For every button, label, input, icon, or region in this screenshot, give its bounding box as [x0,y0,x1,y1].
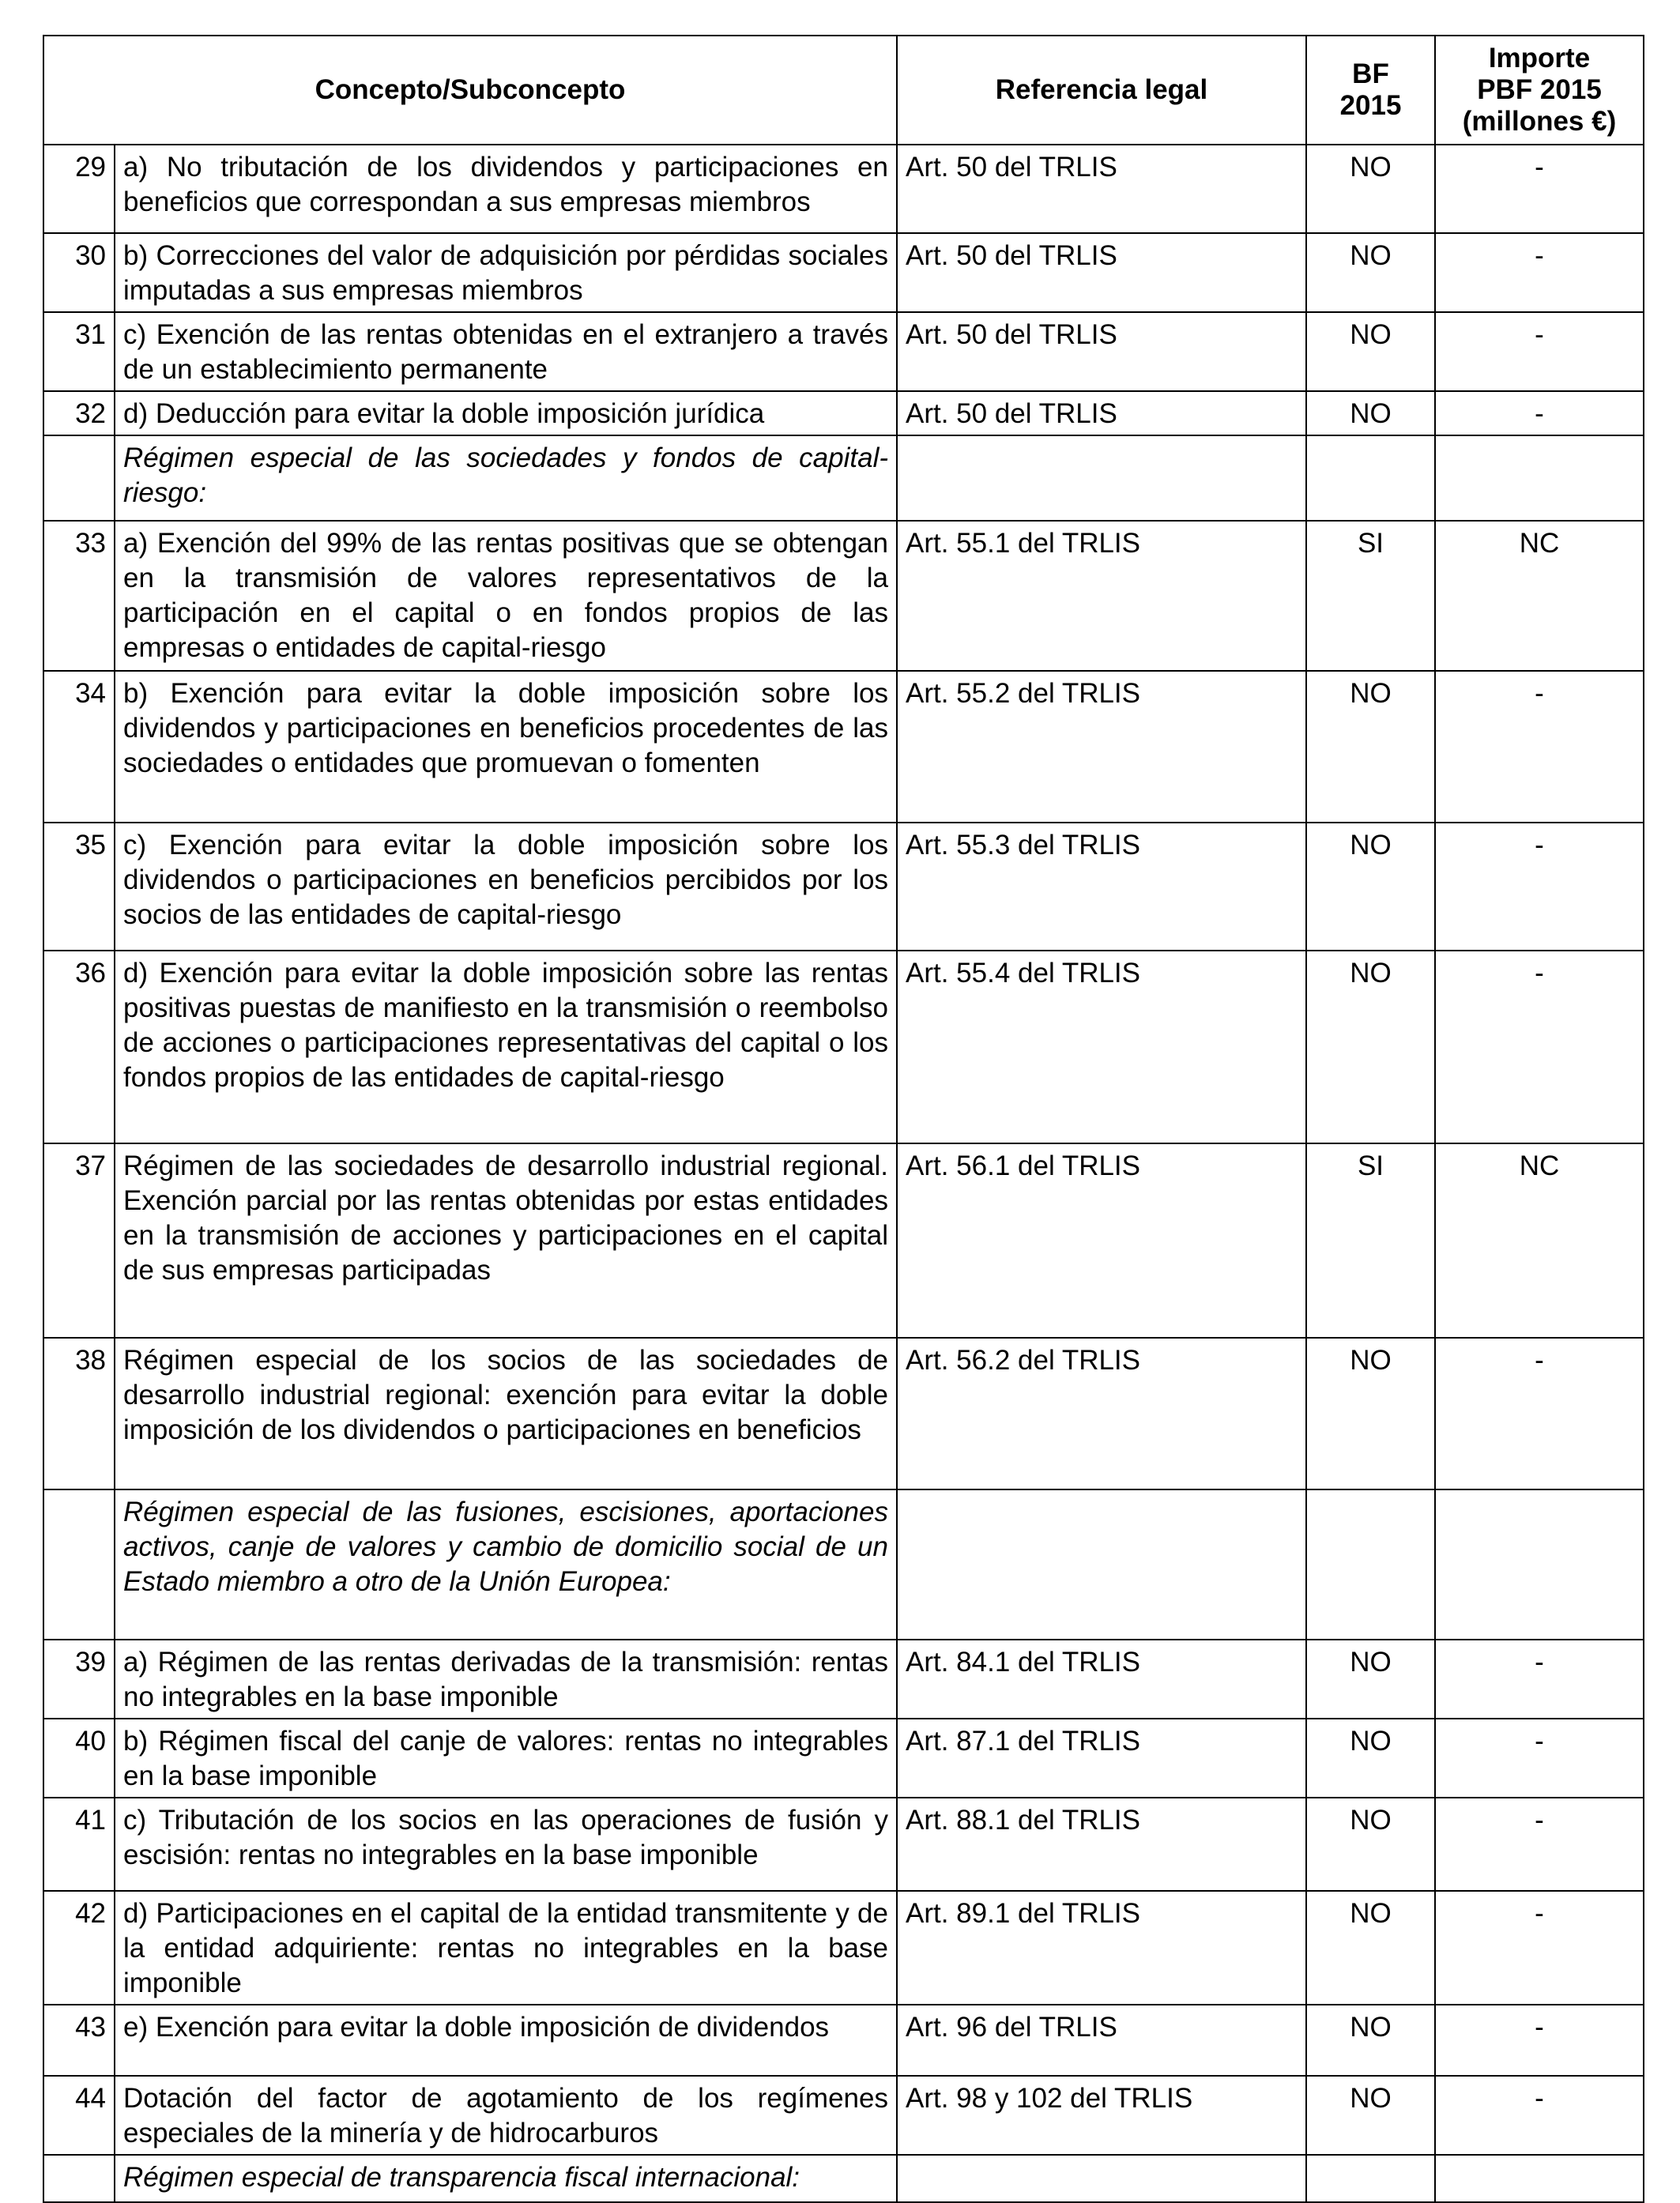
table-row [43,521,1644,671]
row-bf-2015: NO [1306,312,1435,391]
header-importe-line2: PBF 2015 [1477,74,1602,105]
row-importe-pbf-2015: - [1435,145,1644,233]
row-importe-pbf-2015: - [1435,951,1644,1143]
row-number: 40 [43,1719,115,1798]
row-bf-2015: NO [1306,2005,1435,2076]
row-legal-reference: Art. 88.1 del TRLIS [897,1798,1306,1891]
row-importe-pbf-2015: - [1435,2005,1644,2076]
header-bf [1306,36,1435,145]
row-concept: a) Régimen de las rentas derivadas de la transmisión: rentas no integrables en la base imponible [115,1640,897,1719]
row-legal-reference: Art. 50 del TRLIS [897,233,1306,312]
row-concept: Régimen especial de los socios de las sociedades de desarrollo industrial regional: exención para evitar la doble imposición de los dividendos o participaciones en beneficios [115,1338,897,1489]
table-row [43,671,1644,823]
section-heading-row [43,2155,1644,2202]
table-row [43,1891,1644,2005]
row-number [43,2155,115,2202]
row-importe-pbf-2015: - [1435,1798,1644,1891]
row-importe-pbf-2015: NC [1435,521,1644,671]
row-bf-2015: NO [1306,1719,1435,1798]
row-concept: c) Exención de las rentas obtenidas en el extranjero a través de un establecimiento permanente [115,312,897,391]
row-concept: a) Exención del 99% de las rentas positivas que se obtengan en la transmisión de valores representativos de la participación en el capital o en fondos propios de las empresas o entidades de capital-riesgo [115,521,897,671]
row-concept: Régimen especial de transparencia fiscal internacional: [115,2155,897,2202]
row-concept: b) Exención para evitar la doble imposición sobre los dividendos y participaciones en beneficios procedentes de las sociedades o entidades que promuevan o fomenten [115,671,897,823]
row-legal-reference: Art. 55.1 del TRLIS [897,521,1306,671]
row-legal-reference: Art. 96 del TRLIS [897,2005,1306,2076]
row-importe-pbf-2015: - [1435,391,1644,435]
row-bf-2015: NO [1306,145,1435,233]
row-bf-2015 [1306,2155,1435,2202]
row-number: 37 [43,1143,115,1338]
row-concept: b) Régimen fiscal del canje de valores: rentas no integrables en la base imponible [115,1719,897,1798]
row-importe-pbf-2015: - [1435,233,1644,312]
row-importe-pbf-2015: - [1435,1719,1644,1798]
row-bf-2015: SI [1306,521,1435,671]
row-legal-reference [897,435,1306,521]
row-bf-2015 [1306,1489,1435,1640]
row-legal-reference: Art. 50 del TRLIS [897,312,1306,391]
row-number: 39 [43,1640,115,1719]
row-number: 34 [43,671,115,823]
table-row [43,391,1644,435]
section-heading-row [43,435,1644,521]
row-legal-reference: Art. 56.2 del TRLIS [897,1338,1306,1489]
row-concept: Régimen especial de las sociedades y fondos de capital-riesgo: [115,435,897,521]
row-bf-2015 [1306,435,1435,521]
row-concept: Régimen especial de las fusiones, escisiones, aportaciones activos, canje de valores y cambio de domicilio social de un Estado miembro a otro de la Unión Europea: [115,1489,897,1640]
row-concept: a) No tributación de los dividendos y participaciones en beneficios que correspondan a sus empresas miembros [115,145,897,233]
row-legal-reference: Art. 84.1 del TRLIS [897,1640,1306,1719]
header-importe-line3: (millones €) [1462,106,1617,137]
row-concept: Régimen de las sociedades de desarrollo industrial regional. Exención parcial por las rentas obtenidas por estas entidades en la transmisión de acciones y participaciones en el capital de sus empresas participadas [115,1143,897,1338]
table-row [43,823,1644,951]
row-number: 42 [43,1891,115,2005]
row-importe-pbf-2015 [1435,2155,1644,2202]
table-row [43,1798,1644,1891]
row-bf-2015: NO [1306,391,1435,435]
row-concept: d) Participaciones en el capital de la entidad transmitente y de la entidad adquiriente: rentas no integrables en la base imponible [115,1891,897,2005]
table-row [43,2005,1644,2076]
section-heading-row [43,1489,1644,1640]
row-number: 33 [43,521,115,671]
row-legal-reference [897,2155,1306,2202]
row-concept: c) Tributación de los socios en las operaciones de fusión y escisión: rentas no integrables en la base imponible [115,1798,897,1891]
header-importe-line1: Importe [1488,43,1591,73]
row-number: 43 [43,2005,115,2076]
header-bf-line1: BF [1352,58,1389,89]
header-reference: Referencia legal [897,36,1306,145]
row-concept: Dotación del factor de agotamiento de los regímenes especiales de la minería y de hidrocarburos [115,2076,897,2155]
row-importe-pbf-2015 [1435,435,1644,521]
table-row [43,312,1644,391]
row-number: 38 [43,1338,115,1489]
row-concept: d) Deducción para evitar la doble imposición jurídica [115,391,897,435]
row-bf-2015: SI [1306,1143,1435,1338]
row-importe-pbf-2015: - [1435,671,1644,823]
row-bf-2015: NO [1306,1640,1435,1719]
tax-benefits-table [43,35,1644,2203]
header-row [43,36,1644,145]
row-concept: b) Correcciones del valor de adquisición por pérdidas sociales imputadas a sus empresas miembros [115,233,897,312]
row-number: 30 [43,233,115,312]
row-legal-reference: Art. 55.2 del TRLIS [897,671,1306,823]
row-bf-2015: NO [1306,951,1435,1143]
row-importe-pbf-2015: - [1435,1891,1644,2005]
row-importe-pbf-2015: - [1435,1338,1644,1489]
row-number: 31 [43,312,115,391]
row-importe-pbf-2015: - [1435,312,1644,391]
row-legal-reference: Art. 50 del TRLIS [897,145,1306,233]
row-legal-reference: Art. 50 del TRLIS [897,391,1306,435]
row-legal-reference: Art. 56.1 del TRLIS [897,1143,1306,1338]
row-legal-reference: Art. 55.3 del TRLIS [897,823,1306,951]
row-number [43,1489,115,1640]
table-row [43,2076,1644,2155]
table-row [43,145,1644,233]
header-importe [1435,36,1644,145]
row-bf-2015: NO [1306,1891,1435,2005]
table-row [43,1143,1644,1338]
row-importe-pbf-2015: - [1435,1640,1644,1719]
row-importe-pbf-2015: NC [1435,1143,1644,1338]
row-concept: e) Exención para evitar la doble imposición de dividendos [115,2005,897,2076]
row-bf-2015: NO [1306,2076,1435,2155]
table-row [43,1338,1644,1489]
row-bf-2015: NO [1306,1338,1435,1489]
row-importe-pbf-2015: - [1435,823,1644,951]
row-importe-pbf-2015 [1435,1489,1644,1640]
row-bf-2015: NO [1306,233,1435,312]
row-legal-reference: Art. 89.1 del TRLIS [897,1891,1306,2005]
row-bf-2015: NO [1306,1798,1435,1891]
row-bf-2015: NO [1306,823,1435,951]
row-legal-reference: Art. 55.4 del TRLIS [897,951,1306,1143]
table-row [43,233,1644,312]
table-row [43,1640,1644,1719]
row-number: 36 [43,951,115,1143]
header-concept: Concepto/Subconcepto [43,36,897,145]
row-importe-pbf-2015: - [1435,2076,1644,2155]
table-row [43,951,1644,1143]
row-number: 32 [43,391,115,435]
row-concept: c) Exención para evitar la doble imposición sobre los dividendos o participaciones en beneficios percibidos por los socios de las entidades de capital-riesgo [115,823,897,951]
header-bf-line2: 2015 [1339,90,1402,121]
row-number: 35 [43,823,115,951]
row-number: 29 [43,145,115,233]
row-bf-2015: NO [1306,671,1435,823]
row-number: 41 [43,1798,115,1891]
row-number: 44 [43,2076,115,2155]
row-number [43,435,115,521]
row-concept: d) Exención para evitar la doble imposición sobre las rentas positivas puestas de manifiesto en la transmisión o reembolso de acciones o participaciones representativas del capital o los fondos propios de las entidades de capital-riesgo [115,951,897,1143]
row-legal-reference: Art. 98 y 102 del TRLIS [897,2076,1306,2155]
row-legal-reference: Art. 87.1 del TRLIS [897,1719,1306,1798]
row-legal-reference [897,1489,1306,1640]
table-row [43,1719,1644,1798]
